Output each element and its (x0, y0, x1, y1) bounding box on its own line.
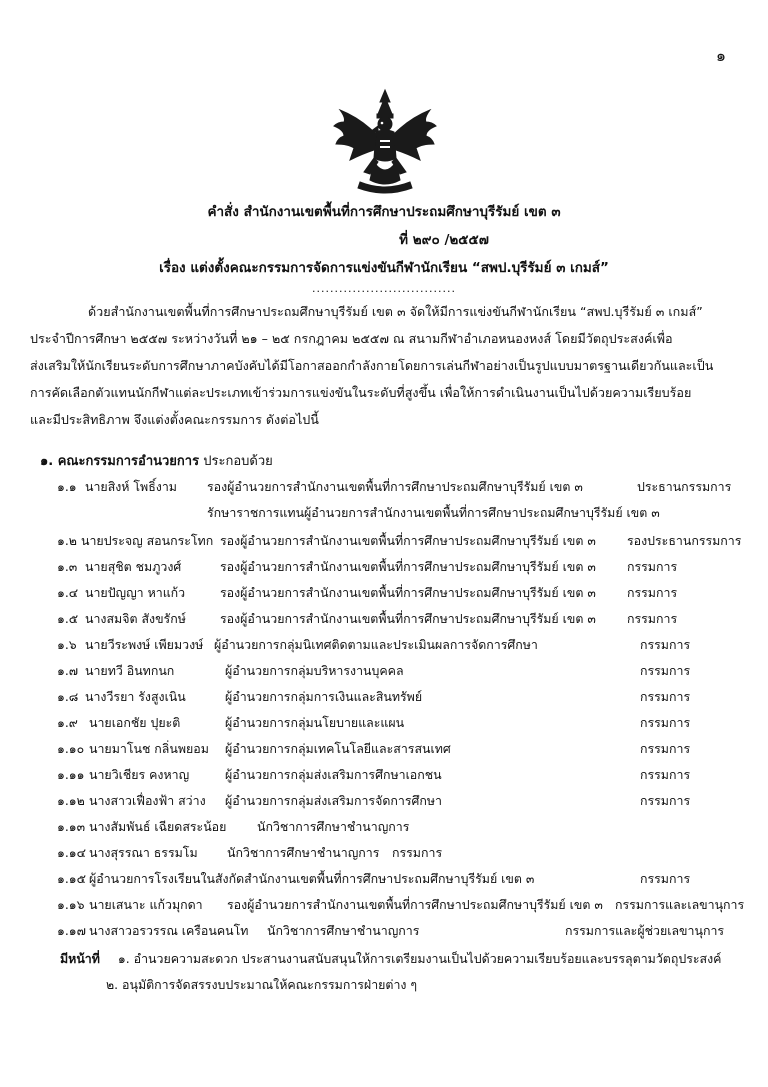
member-position: ผู้อำนวยการกลุ่มนโยบายและแผน (225, 715, 405, 730)
member-name: นายสิงห์ โพธิ์งาม (85, 479, 177, 494)
member-row-continuation (57, 504, 737, 528)
member-name: นางสุรรณา ธรรมโม (89, 845, 198, 860)
intro-line: ส่งเสริมให้นักเรียนระดับการศึกษาภาคบังคับได้มีโอกาสออกกำลังกายโดยการเล่นกีฬาอย่างเป็นรูปแบบมาตรฐานเดียวกันและเป็น (30, 358, 714, 373)
member-role: รองประธานกรรมการ (627, 533, 742, 548)
member-row (57, 558, 737, 582)
member-name: นายเอกชัย ปุยะติ (89, 715, 181, 730)
member-name: นายเสนาะ แก้วมุกดา (89, 897, 203, 912)
member-position: รองผู้อำนวยการสำนักงานเขตพื้นที่การศึกษาประถมศึกษาบุรีรัมย์ เขต ๓ (220, 611, 596, 626)
member-row (57, 870, 737, 894)
section-heading (40, 450, 273, 471)
member-role: กรรมการ (640, 741, 691, 756)
member-role: กรรมการ (640, 793, 691, 808)
intro-line: ด้วยสำนักงานเขตพื้นที่การศึกษาประถมศึกษาบุรีรัมย์ เขต ๓ จัดให้มีการแข่งขันกีฬานักเรียน “สพป.บุรีรัมย์ ๓ เกมส์” (88, 304, 703, 319)
separator-dots: ................................ (312, 282, 456, 295)
member-position: รักษาราชการแทนผู้อำนวยการสำนักงานเขตพื้นที่การศึกษาประถมศึกษาบุรีรัมย์ เขต ๓ (207, 505, 660, 520)
member-position: ผู้อำนวยการกลุ่มนิเทศติดตามและประเมินผลการจัดการศึกษา (214, 637, 538, 652)
member-row (57, 766, 737, 790)
member-number: ๑.๖ (57, 637, 77, 652)
member-position: ผู้อำนวยการกลุ่มเทคโนโลยีและสารสนเทศ (225, 741, 451, 756)
member-position: ผู้อำนวยการกลุ่มส่งเสริมการจัดการศึกษา (225, 793, 442, 808)
member-position: รองผู้อำนวยการสำนักงานเขตพื้นที่การศึกษาประถมศึกษาบุรีรัมย์ เขต ๓ (220, 533, 596, 548)
member-number: ๑.๗ (57, 663, 79, 678)
member-role: กรรมการ (627, 585, 678, 600)
member-position: รองผู้อำนวยการสำนักงานเขตพื้นที่การศึกษาประถมศึกษาบุรีรัมย์ เขต ๓ (220, 585, 596, 600)
member-position: ผู้อำนวยการกลุ่มบริหารงานบุคคล (225, 663, 404, 678)
member-role: กรรมการ (640, 767, 691, 782)
member-role: กรรมการ (627, 559, 678, 574)
member-role: กรรมการ (640, 715, 691, 730)
member-name: นางสัมพันธ์ เฉียดสระน้อย (89, 819, 227, 834)
duties-label: มีหน้าที่ (60, 951, 100, 966)
intro-line: ประจำปีการศึกษา ๒๕๕๗ ระหว่างวันที่ ๒๑ – ๒๕ กรกฎาคม ๒๕๕๗ ณ สนามกีฬาอำเภอหนองหงส์ โดยมีวัตถุประสงค์เพื่อ (30, 331, 673, 346)
member-number: ๑.๑๖ (57, 897, 85, 912)
member-role: กรรมการ (627, 611, 678, 626)
member-position: รองผู้อำนวยการสำนักงานเขตพื้นที่การศึกษาประถมศึกษาบุรีรัมย์ เขต ๓ (227, 897, 603, 912)
member-name: นายวีระพงษ์ เพียมวงษ์ (85, 637, 204, 652)
member-row (57, 478, 737, 502)
member-position: รองผู้อำนวยการสำนักงานเขตพื้นที่การศึกษาประถมศึกษาบุรีรัมย์ เขต ๓ (220, 559, 596, 574)
member-name: นางสมจิต สังขรักษ์ (85, 611, 186, 626)
member-role: กรรมการและผู้ช่วยเลขานุการ (565, 923, 725, 938)
member-row (57, 740, 737, 764)
member-number: ๑.๑๐ (57, 741, 85, 756)
member-role: กรรมการ (640, 689, 691, 704)
member-role: กรรมการ (392, 845, 443, 860)
intro-line: การคัดเลือกตัวแทนนักกีฬาแต่ละประเภทเข้าร่วมการแข่งขันในระดับที่สูงขึ้น เพื่อให้การดำเนินงานเป็นไปด้วยความเรียบร้อย (30, 385, 692, 400)
member-position: ผู้อำนวยการกลุ่มการเงินและสินทรัพย์ (225, 689, 423, 704)
member-position: นักวิชาการศึกษาชำนาญการ (227, 845, 380, 860)
member-row (57, 532, 742, 556)
member-row (57, 818, 737, 842)
member-name: นายสุชิต ชมภูวงศ์ (85, 559, 182, 574)
member-number: ๑.๓ (57, 559, 78, 574)
member-row (57, 610, 737, 634)
member-number: ๑.๑๓ (57, 819, 86, 834)
member-number: ๑.๑๑ (57, 767, 85, 782)
member-role: ประธานกรรมการ (637, 479, 732, 494)
order-subject: เรื่อง แต่งตั้งคณะกรรมการจัดการแข่งขันกีฬานักเรียน “สพป.บุรีรัมย์ ๓ เกมส์” (159, 260, 609, 276)
member-row (57, 922, 737, 946)
intro-line: และมีประสิทธิภาพ จึงแต่งตั้งคณะกรรมการ ดังต่อไปนี้ (30, 412, 319, 427)
section-title: ๑. คณะกรรมการอำนวยการ (40, 454, 200, 469)
member-name: นางสาวเฟื่องฟ้า สว่าง (89, 793, 206, 808)
member-role: กรรมการ (640, 637, 691, 652)
member-row (57, 662, 737, 686)
member-row (57, 792, 737, 816)
page-number: ๑ (715, 46, 726, 65)
member-position: รองผู้อำนวยการสำนักงานเขตพื้นที่การศึกษาประถมศึกษาบุรีรัมย์ เขต ๓ (207, 479, 583, 494)
member-name: นายมาโนช กลิ่นพยอม (89, 741, 209, 756)
member-number: ๑.๑๒ (57, 793, 85, 808)
member-number: ๑.๔ (57, 585, 79, 600)
member-position: นักวิชาการศึกษาชำนาญการ (257, 819, 410, 834)
member-role: กรรมการ (640, 871, 691, 886)
member-role: กรรมการและเลขานุการ (615, 897, 745, 912)
member-name: นายปัญญา หาแก้ว (85, 585, 186, 600)
member-number: ๑.๒ (57, 533, 77, 548)
member-role: กรรมการ (640, 663, 691, 678)
duty-item: ๒. อนุมัติการจัดสรรงบประมาณให้คณะกรรมการฝ่ายต่าง ๆ (106, 977, 418, 992)
member-number: ๑.๙ (57, 715, 78, 730)
member-name: นายวิเชียร คงหาญ (89, 767, 190, 782)
member-number: ๑.๘ (57, 689, 79, 704)
member-row (57, 844, 737, 868)
member-name: นางวีรยา รังสูงเนิน (85, 689, 186, 704)
member-row (57, 636, 737, 660)
member-number: ๑.๑๕ (57, 871, 87, 886)
member-position: ผู้อำนวยการกลุ่มส่งเสริมการศึกษาเอกชน (225, 767, 442, 782)
member-name: นางสาวอรวรรณ เครือนคนโท (89, 923, 249, 938)
member-number: ๑.๑ (57, 479, 77, 494)
member-name: นายทวี อินทกนก (85, 663, 175, 678)
duty-item: ๑. อำนวยความสะดวก ประสานงานสนับสนุนให้การเตรียมงานเป็นไปด้วยความเรียบร้อยและบรรลุตามวัตถุประสงค์ (117, 951, 722, 966)
member-position: นักวิชาการศึกษาชำนาญการ (267, 923, 420, 938)
order-number: ที่ ๒๙๐ /๒๕๕๗ (399, 232, 489, 248)
section-suffix: ประกอบด้วย (203, 454, 273, 469)
member-row (57, 896, 745, 920)
member-row (57, 688, 737, 712)
member-name: ผู้อำนวยการโรงเรียนในสังกัดสำนักงานเขตพื้นที่การศึกษาประถมศึกษาบุรีรัมย์ เขต ๓ (89, 871, 535, 886)
garuda-emblem-icon (330, 88, 440, 198)
member-row (57, 714, 737, 738)
member-number: ๑.๑๗ (57, 923, 86, 938)
member-name: นายประจญ สอนกระโทก (81, 533, 214, 548)
member-number: ๑.๑๔ (57, 845, 87, 860)
duties-line (60, 950, 721, 969)
member-number: ๑.๕ (57, 611, 79, 626)
member-row (57, 584, 737, 608)
intro-paragraph (30, 298, 730, 433)
order-title: คำสั่ง สำนักงานเขตพื้นที่การศึกษาประถมศึกษาบุรีรัมย์ เขต ๓ (207, 204, 561, 220)
